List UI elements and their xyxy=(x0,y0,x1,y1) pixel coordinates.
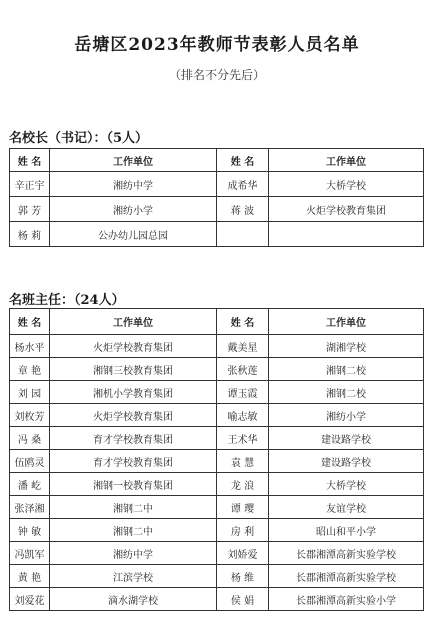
person-name: 成希华 xyxy=(217,172,269,197)
head-teachers-heading: 名班主任：（24人） xyxy=(9,293,125,308)
person-name: 张泽湘 xyxy=(10,496,50,519)
table-row xyxy=(10,565,424,588)
person-name: 袁 慧 xyxy=(217,450,269,473)
work-unit: 湘纺小学 xyxy=(50,197,217,222)
principals-heading: 名校长（书记）：（5人） xyxy=(9,131,149,146)
person-name: 蒋 波 xyxy=(217,197,269,222)
table-row xyxy=(10,427,424,450)
person-name: 刘 园 xyxy=(10,381,50,404)
person-name: 章 艳 xyxy=(10,358,50,381)
work-unit: 湘钢一校教育集团 xyxy=(50,473,217,496)
person-name: 冯凯军 xyxy=(10,542,50,565)
work-unit: 长郡湘潭高新实验学校 xyxy=(269,565,424,588)
work-unit xyxy=(269,222,424,247)
work-unit: 湘机小学教育集团 xyxy=(50,381,217,404)
work-unit: 湘钢二中 xyxy=(50,519,217,542)
person-name: 冯 桑 xyxy=(10,427,50,450)
table-row xyxy=(10,222,424,247)
work-unit: 滴水湖学校 xyxy=(50,588,217,611)
column-header-unit: 工作单位 xyxy=(50,149,217,172)
principals-table xyxy=(9,148,424,247)
column-header-name: 姓 名 xyxy=(10,309,50,335)
person-name: 伍鸥灵 xyxy=(10,450,50,473)
work-unit: 育才学校教育集团 xyxy=(50,427,217,450)
person-name: 刘娇爱 xyxy=(217,542,269,565)
person-name: 郭 芳 xyxy=(10,197,50,222)
person-name: 刘爱花 xyxy=(10,588,50,611)
table-row xyxy=(10,358,424,381)
work-unit: 育才学校教育集团 xyxy=(50,450,217,473)
person-name: 刘枚芳 xyxy=(10,404,50,427)
person-name: 杨水平 xyxy=(10,335,50,358)
work-unit: 湘钢二中 xyxy=(50,496,217,519)
work-unit: 大桥学校 xyxy=(269,172,424,197)
table-row xyxy=(10,404,424,427)
work-unit: 建设路学校 xyxy=(269,427,424,450)
work-unit: 大桥学校 xyxy=(269,473,424,496)
column-header-name: 姓 名 xyxy=(10,149,50,172)
table-row xyxy=(10,197,424,222)
document-subtitle: （排名不分先后） xyxy=(168,68,265,82)
person-name: 辛正宇 xyxy=(10,172,50,197)
work-unit: 湘纺中学 xyxy=(50,542,217,565)
table-header-row xyxy=(10,309,424,335)
person-name: 喻志敏 xyxy=(217,404,269,427)
work-unit: 江滨学校 xyxy=(50,565,217,588)
person-name xyxy=(217,222,269,247)
table-row xyxy=(10,473,424,496)
person-name: 房 利 xyxy=(217,519,269,542)
table-row xyxy=(10,381,424,404)
table-row xyxy=(10,496,424,519)
person-name: 谭玉霞 xyxy=(217,381,269,404)
work-unit: 长郡湘潭高新实验小学 xyxy=(269,588,424,611)
work-unit: 友谊学校 xyxy=(269,496,424,519)
work-unit: 火炬学校教育集团 xyxy=(50,404,217,427)
column-header-name: 姓 名 xyxy=(217,149,269,172)
work-unit: 湘钢二校 xyxy=(269,381,424,404)
table-row xyxy=(10,588,424,611)
column-header-name: 姓 名 xyxy=(217,309,269,335)
column-header-unit: 工作单位 xyxy=(50,309,217,335)
person-name: 杨 莉 xyxy=(10,222,50,247)
work-unit: 公办幼儿园总园 xyxy=(50,222,217,247)
work-unit: 湘钢二校 xyxy=(269,358,424,381)
column-header-unit: 工作单位 xyxy=(269,149,424,172)
table-row xyxy=(10,519,424,542)
work-unit: 湖湘学校 xyxy=(269,335,424,358)
document-title: 岳塘区2023年教师节表彰人员名单 xyxy=(74,35,360,55)
person-name: 钟 敏 xyxy=(10,519,50,542)
person-name: 杨 维 xyxy=(217,565,269,588)
person-name: 黄 艳 xyxy=(10,565,50,588)
table-row xyxy=(10,542,424,565)
work-unit: 长郡湘潭高新实验学校 xyxy=(269,542,424,565)
person-name: 张秋莲 xyxy=(217,358,269,381)
work-unit: 火炬学校教育集团 xyxy=(269,197,424,222)
table-header-row xyxy=(10,149,424,172)
table-row xyxy=(10,172,424,197)
person-name: 侯 娟 xyxy=(217,588,269,611)
table-row xyxy=(10,335,424,358)
person-name: 潘 屹 xyxy=(10,473,50,496)
work-unit: 昭山和平小学 xyxy=(269,519,424,542)
head-teachers-table xyxy=(9,308,424,611)
work-unit: 湘钢三校教育集团 xyxy=(50,358,217,381)
person-name: 戴美星 xyxy=(217,335,269,358)
work-unit: 湘纺小学 xyxy=(269,404,424,427)
work-unit: 火炬学校教育集团 xyxy=(50,335,217,358)
work-unit: 建设路学校 xyxy=(269,450,424,473)
column-header-unit: 工作单位 xyxy=(269,309,424,335)
table-row xyxy=(10,450,424,473)
person-name: 王术华 xyxy=(217,427,269,450)
work-unit: 湘纺中学 xyxy=(50,172,217,197)
person-name: 谭 璎 xyxy=(217,496,269,519)
person-name: 龙 浪 xyxy=(217,473,269,496)
